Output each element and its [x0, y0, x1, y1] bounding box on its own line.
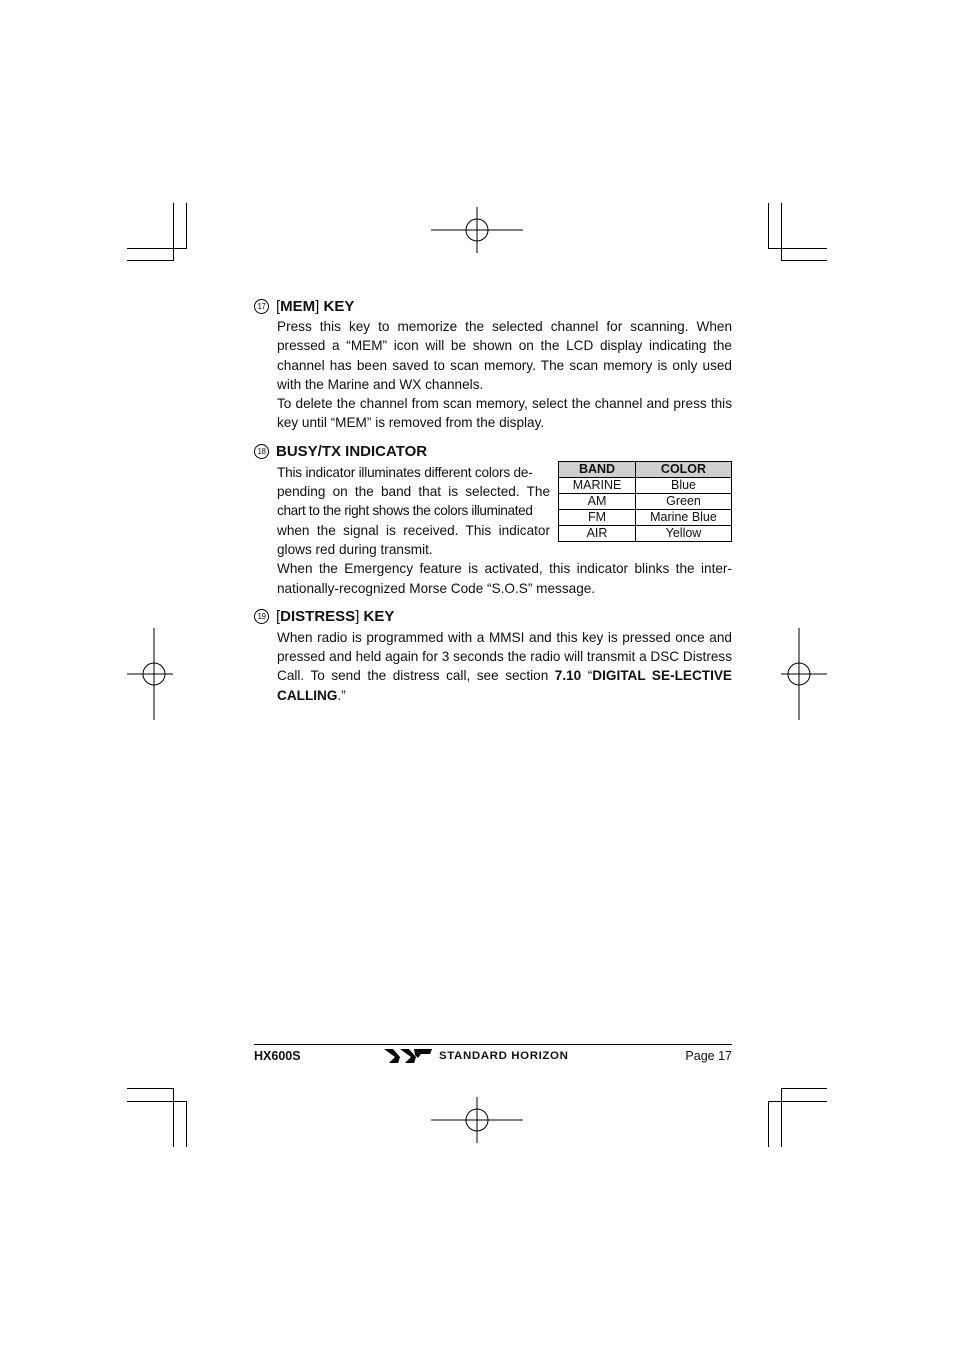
- table-cell-color: Marine Blue: [636, 509, 732, 525]
- brand-logo: [384, 1048, 569, 1064]
- quote-mark: .”: [337, 687, 346, 703]
- heading-suffix: KEY: [319, 297, 355, 315]
- model-name: HX600S: [254, 1049, 301, 1063]
- table-cell-band: AM: [559, 493, 636, 509]
- crop-mark: [127, 1088, 173, 1089]
- section-heading-mem-key: [254, 296, 732, 316]
- heading-text: BUSY/TX INDICATOR: [276, 443, 428, 461]
- text-line: glows red during transmit.: [277, 541, 433, 557]
- crop-mark: [127, 1101, 186, 1102]
- crop-mark: [768, 1101, 827, 1102]
- table-cell-band: AIR: [559, 525, 636, 541]
- section-heading-distress-key: [254, 607, 732, 627]
- crop-mark: [781, 1088, 827, 1089]
- text-line: This indicator illuminates different colors de-: [277, 464, 533, 480]
- bracket: [: [276, 297, 281, 315]
- paragraph: To delete the channel from scan memory, select the channel and press this key until “MEM” is removed from the display.: [277, 396, 732, 431]
- table-cell-color: Green: [636, 493, 732, 509]
- section-body-mem-key: [277, 317, 732, 433]
- crop-mark: [768, 248, 827, 249]
- crop-mark: [173, 1088, 174, 1147]
- table-cell-color: Blue: [636, 477, 732, 493]
- table-row: [559, 509, 732, 525]
- bracket: ]: [315, 297, 320, 315]
- bracket: ]: [355, 608, 360, 626]
- paragraph: When the Emergency feature is activated, this indicator blinks the inter-nationally-recognized Morse Code “S.O.S” message.: [277, 561, 732, 596]
- crop-mark: [127, 248, 186, 249]
- table-header-color: COLOR: [636, 461, 732, 477]
- registration-crosshair-icon: [431, 1097, 523, 1143]
- crop-mark: [781, 260, 827, 261]
- crop-mark: [127, 260, 173, 261]
- registration-crosshair-icon: [127, 628, 173, 720]
- registration-crosshair-icon: [781, 628, 827, 720]
- registration-crosshair-icon: [431, 207, 523, 253]
- crop-mark: [186, 203, 187, 249]
- circled-number-icon: 18: [254, 444, 269, 459]
- table-row: [559, 477, 732, 493]
- section-body-distress-key: [277, 628, 732, 705]
- key-name: MEM: [280, 297, 316, 315]
- text-line: when the signal is received. This indicator: [277, 522, 550, 538]
- table-cell-band: MARINE: [559, 477, 636, 493]
- page-footer: [254, 1044, 732, 1069]
- section-body-busy-tx-indicator: [277, 463, 732, 559]
- page-number: Page 17: [685, 1049, 732, 1063]
- text-line: pending on the band that is selected. The: [277, 484, 550, 500]
- table-header-row: [559, 461, 732, 477]
- crop-mark: [781, 1088, 782, 1147]
- band-color-table: [558, 461, 732, 542]
- table-row: [559, 525, 732, 541]
- paragraph: Press this key to memorize the selected channel for scanning. When pressed a “MEM” icon will be shown on the LCD display indicating the channel has been saved to scan memory. The scan memory is only used with the Marine and WX channels.: [277, 319, 732, 392]
- section-reference: 7.10: [554, 668, 582, 684]
- crop-mark: [781, 203, 782, 261]
- page-content: [254, 296, 732, 705]
- crop-mark: [173, 203, 174, 261]
- text-line: chart to the right shows the colors illuminated: [277, 503, 533, 519]
- circled-number-icon: 17: [254, 299, 269, 314]
- circled-number-icon: 19: [254, 609, 269, 624]
- crop-mark: [186, 1101, 187, 1147]
- key-name: DISTRESS: [280, 608, 356, 626]
- indicator-description: [277, 463, 550, 559]
- table-cell-color: Yellow: [636, 525, 732, 541]
- table-row: [559, 493, 732, 509]
- table-header-band: BAND: [559, 461, 636, 477]
- standard-horizon-logo-icon: [384, 1048, 434, 1064]
- brand-name: STANDARD HORIZON: [439, 1050, 569, 1062]
- table-cell-band: FM: [559, 509, 636, 525]
- heading-suffix: KEY: [359, 608, 395, 626]
- section-heading-busy-tx-indicator: [254, 442, 732, 462]
- body-text: When radio is programmed with a MMSI and this key is pressed once and pressed and held again for 3 seconds the radio will transmit a DSC Distress Call. To send the distress call, see section: [277, 629, 732, 684]
- crop-mark: [768, 203, 769, 249]
- quote-mark: “: [581, 668, 593, 684]
- section-reference-title: DIGITAL SE-LECTIVE CALLING: [277, 668, 732, 703]
- bracket: [: [276, 608, 281, 626]
- crop-mark: [768, 1101, 769, 1147]
